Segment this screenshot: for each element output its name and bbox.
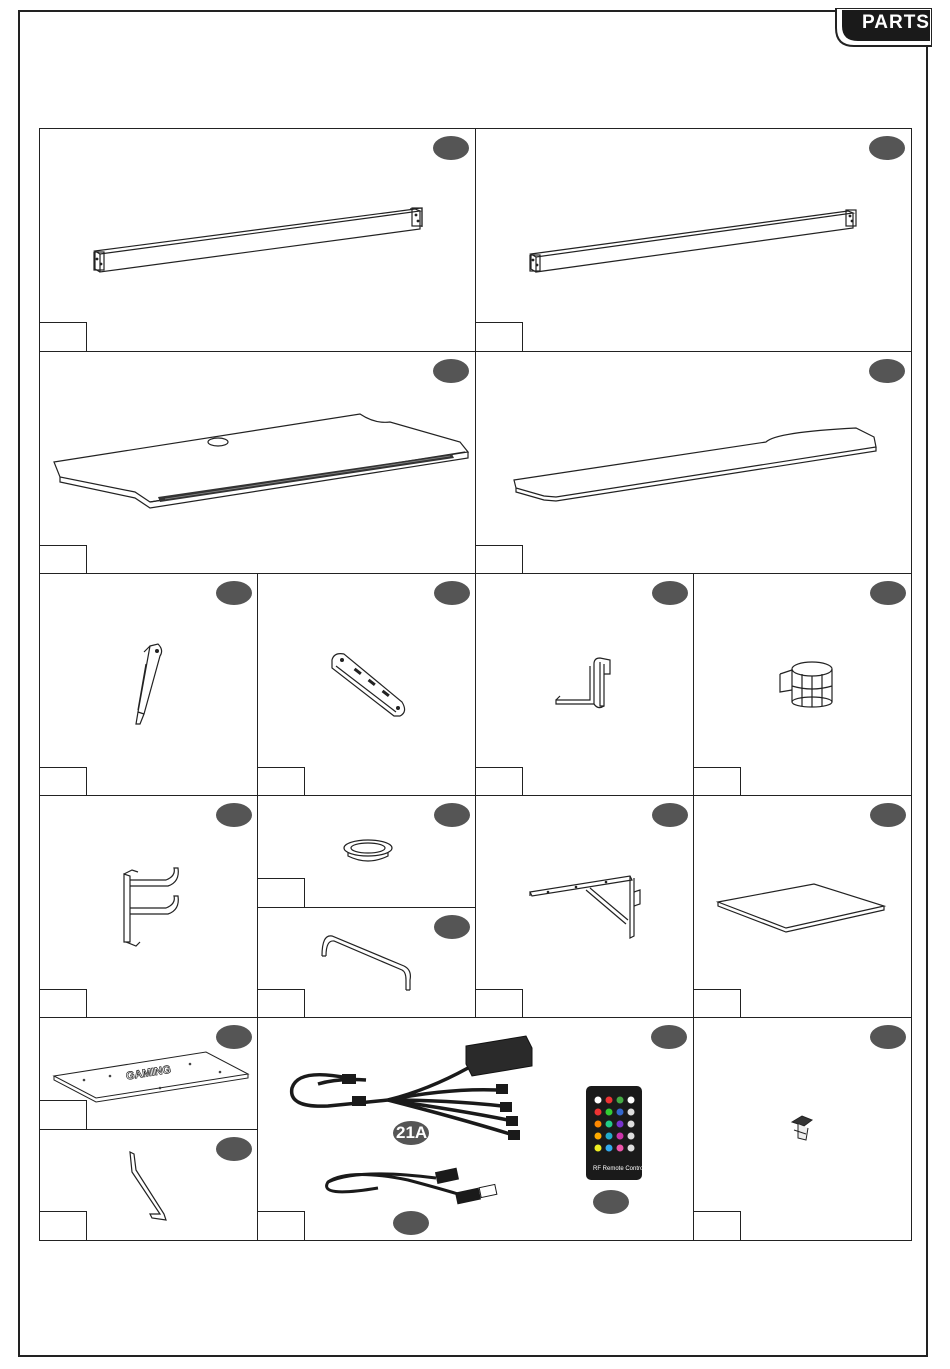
part-cell-hook — [39, 1129, 258, 1241]
remote-label: RF Remote Controller — [593, 1166, 652, 1172]
part-cell-side-board — [693, 795, 912, 1019]
part-cell-clip — [693, 1017, 912, 1241]
part-label-box — [39, 989, 87, 1019]
part-label-box — [39, 1211, 87, 1241]
part-label-box — [475, 322, 523, 352]
part-cell-long-beam-a — [39, 128, 476, 352]
part-cell-main-desktop — [39, 351, 476, 575]
part-label-box — [475, 545, 523, 575]
angled-bracket-illustration — [40, 574, 259, 798]
part-number-badge — [593, 1190, 629, 1214]
part-cell-monitor-shelf — [475, 351, 912, 575]
panel-logo-text: GAMING — [125, 1063, 172, 1083]
crossbeam-illustration — [40, 129, 477, 353]
part-label-box — [693, 1211, 741, 1241]
part-cell-shelf-bracket — [475, 795, 694, 1019]
shelf-bracket-illustration — [476, 796, 695, 1020]
part-cell-bracket-a — [39, 573, 258, 797]
part-label-box — [257, 878, 305, 908]
part-cell-long-beam-b — [475, 128, 912, 352]
headphone-hook-illustration — [476, 574, 695, 798]
part-label-box — [475, 767, 523, 797]
cup-holder-illustration — [694, 574, 913, 798]
part-label-box — [475, 989, 523, 1019]
part-label-box — [39, 322, 87, 352]
monitor-shelf-illustration — [476, 352, 913, 576]
part-label-box — [693, 767, 741, 797]
clip-illustration — [694, 1018, 913, 1242]
desktop-panel-illustration — [40, 352, 477, 576]
crossbeam-illustration — [476, 129, 913, 353]
part-cell-controller-holder — [39, 795, 258, 1019]
part-cell-rgb-kit — [257, 1017, 694, 1241]
part-cell-headphone-hook — [475, 573, 694, 797]
part-cell-grommet — [257, 795, 476, 908]
flat-bracket-illustration — [258, 574, 477, 798]
part-cell-u-rod — [257, 907, 476, 1019]
part-cell-bracket-b — [257, 573, 476, 797]
part-label-box — [257, 767, 305, 797]
part-label-box — [693, 989, 741, 1019]
parts-label: PARTS — [862, 12, 930, 33]
part-label-box — [39, 767, 87, 797]
part-cell-cup-holder — [693, 573, 912, 797]
part-label-box — [39, 1100, 87, 1130]
controller-holder-illustration — [40, 796, 259, 1020]
side-board-illustration — [694, 796, 913, 1020]
part-number-badge — [393, 1211, 429, 1235]
part-label-box — [257, 1211, 305, 1241]
rgb-kit-illustration — [258, 1018, 695, 1242]
cable-callout-label: 21A — [396, 1123, 428, 1142]
part-cell-logo-panel — [39, 1017, 258, 1130]
part-label-box — [257, 989, 305, 1019]
part-label-box — [39, 545, 87, 575]
